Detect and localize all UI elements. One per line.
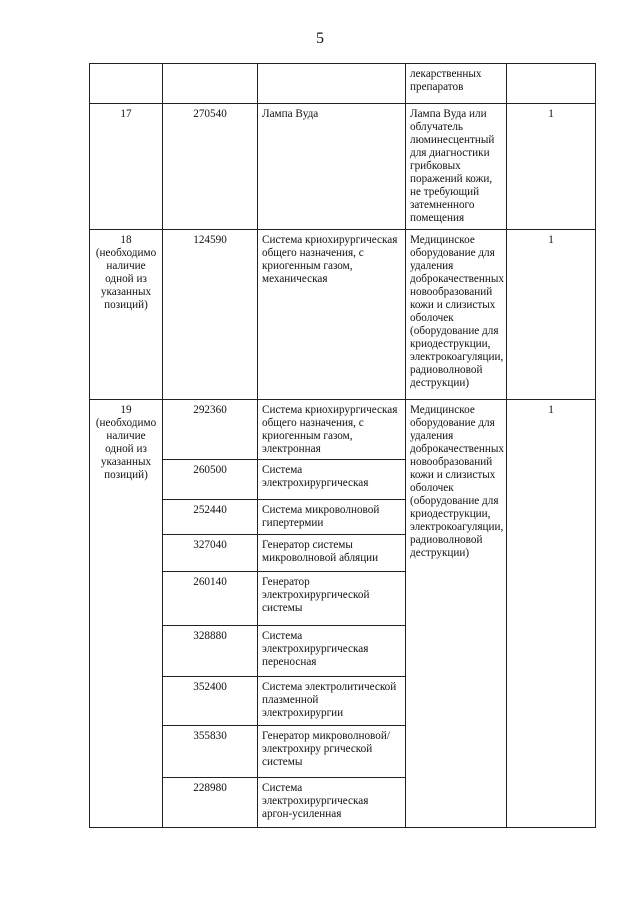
name-cell: Система электрохирургическая переносная xyxy=(258,626,406,677)
name-cell: Генератор электрохирургической системы xyxy=(258,572,406,626)
page-number: 5 xyxy=(316,30,324,47)
name-cell: Система криохирургическая общего назначения, с криогенным газом, электронная xyxy=(258,400,406,460)
description-cell: Медицинское оборудование для удаления доброкачественных новообразований кожи и слизистых оболочек (оборудование для криодеструкции, электрокоагуляции, радиоволновой деструкции) xyxy=(406,400,507,828)
code-cell: 252440 xyxy=(163,500,258,535)
code-cell: 352400 xyxy=(163,677,258,726)
description-cell: Медицинское оборудование для удаления доброкачественных новообразований кожи и слизистых оболочек (оборудование для криодеструкции, электрокоагуляции, радиоволновой деструкции) xyxy=(406,230,507,400)
equipment-table xyxy=(89,63,596,828)
row-number-note: (необходимо наличие одной из указанных позиций) xyxy=(95,247,157,311)
code-cell: 260500 xyxy=(163,460,258,500)
name-cell: Генератор микроволновой/электрохиру ргической системы xyxy=(258,726,406,778)
row-number xyxy=(90,230,163,400)
table-row xyxy=(90,400,596,460)
code-cell: 292360 xyxy=(163,400,258,460)
name-cell: Генератор системы микроволновой абляции xyxy=(258,535,406,572)
row-number: 17 xyxy=(90,104,163,230)
code-cell: 260140 xyxy=(163,572,258,626)
quantity-cell: 1 xyxy=(507,230,596,400)
code-cell: 328880 xyxy=(163,626,258,677)
code-cell: 270540 xyxy=(163,104,258,230)
name-cell: Система электрохирургическая аргон-усиленная xyxy=(258,778,406,828)
code-cell: 228980 xyxy=(163,778,258,828)
table-row xyxy=(90,64,596,104)
description-cell: Лампа Вуда или облучатель люминесцентный для диагностики грибковых поражений кожи, не требующий затемненного помещения xyxy=(406,104,507,230)
code-cell: 327040 xyxy=(163,535,258,572)
name-cell: Лампа Вуда xyxy=(258,104,406,230)
name-cell: Система микроволновой гипертермии xyxy=(258,500,406,535)
row-number-note: (необходимо наличие одной из указанных позиций) xyxy=(95,417,157,481)
table-row xyxy=(90,230,596,400)
description-cell: лекарственных препаратов xyxy=(406,64,507,104)
name-cell: Система криохирургическая общего назначения, с криогенным газом, механическая xyxy=(258,230,406,400)
table-row xyxy=(90,104,596,230)
code-cell: 124590 xyxy=(163,230,258,400)
quantity-cell: 1 xyxy=(507,400,596,828)
row-number xyxy=(90,400,163,828)
row-number-value: 19 xyxy=(120,404,132,416)
quantity-cell: 1 xyxy=(507,104,596,230)
code-cell: 355830 xyxy=(163,726,258,778)
name-cell: Система электрохирургическая xyxy=(258,460,406,500)
name-cell: Система электролитической плазменной электрохирургии xyxy=(258,677,406,726)
row-number-value: 18 xyxy=(120,234,132,246)
